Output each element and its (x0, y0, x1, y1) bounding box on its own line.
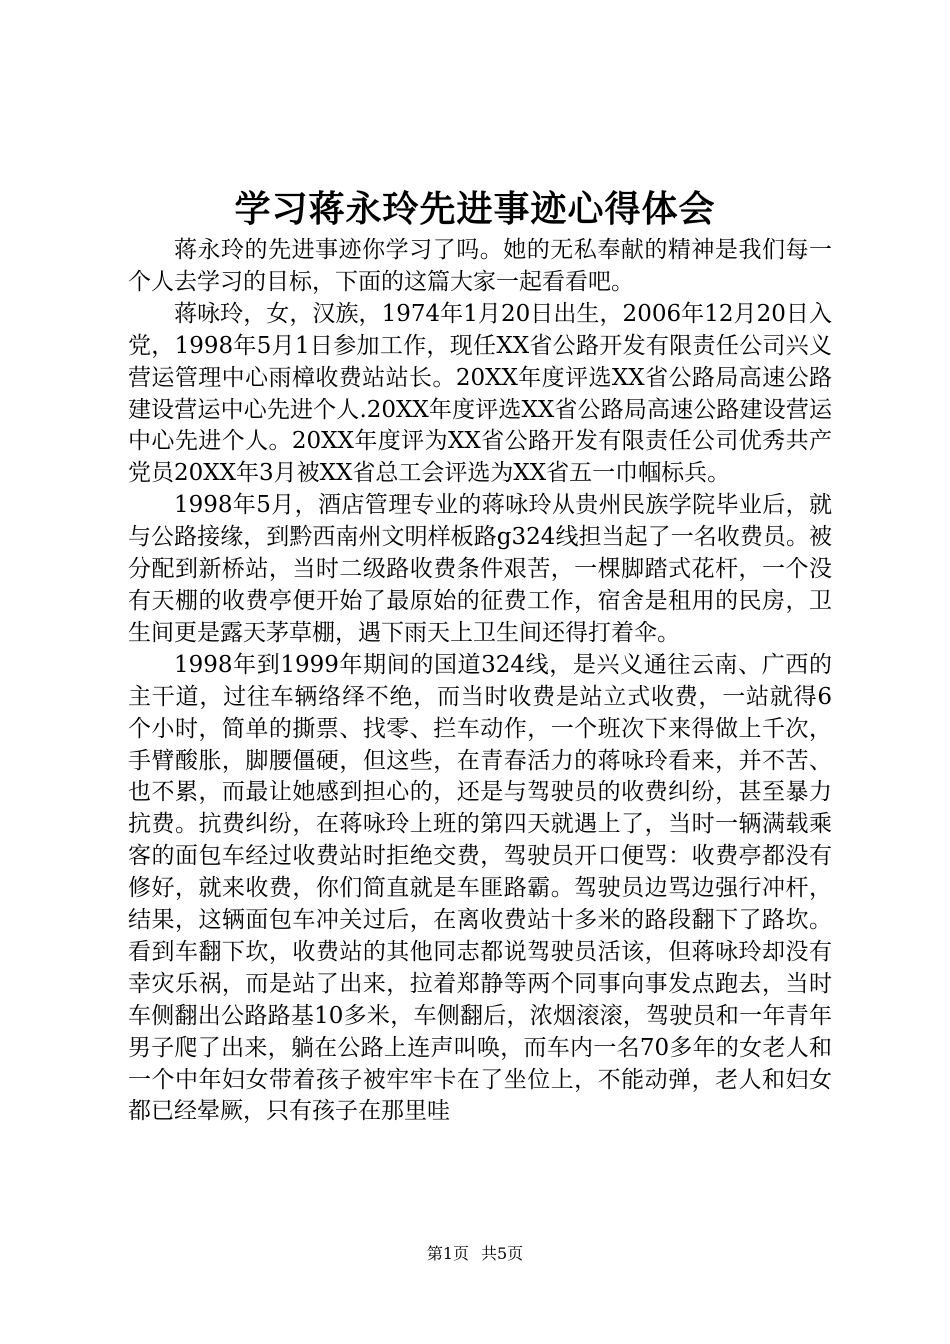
paragraph: 蒋永玲的先进事迹你学习了吗。她的无私奉献的精神是我们每一个人去学习的目标，下面的这篇大家一起看看吧。 (128, 237, 832, 295)
paragraph: 1998年5月，酒店管理专业的蒋咏玲从贵州民族学院毕业后，就与公路接缘，到黔西南州文明样板路g324线担当起了一名收费员。被分配到新桥站，当时二级路收费条件艰苦，一棵脚踏式花杆，一个没有天棚的收费亭便开始了最原始的征费工作，宿舍是租用的民房，卫生间更是露天茅草棚，遇下雨天上卫生间还得打着伞。 (128, 492, 832, 646)
document-title: 学习蒋永玲先进事迹心得体会 (234, 188, 716, 230)
paragraph: 蒋咏玲，女，汉族，1974年1月20日出生，2006年12月20日入党，1998年5月1日参加工作，现任XX省公路开发有限责任公司兴义营运管理中心雨樟收费站站长。20XX年度评选XX省公路局高速公路建设营运中心先进个人.20XX年度评选XX省公路局高速公路建设营运中心先进个人。20XX年度评为XX省公路开发有限责任公司优秀共产党员20XX年3月被XX省总工会评选为XX省五一巾帼标兵。 (128, 300, 832, 487)
document-body (128, 235, 832, 1128)
page-footer (0, 1243, 950, 1265)
page-number: 第1页 (426, 1244, 469, 1263)
page-total: 共5页 (481, 1244, 524, 1263)
paragraph: 1998年到1999年期间的国道324线，是兴义通往云南、广西的主干道，过往车辆络绎不绝，而当时收费是站立式收费，一站就得6个小时，简单的撕票、找零、拦车动作，一个班次下来得做上千次，手臂酸胀，脚腰僵硬，但这些，在青春活力的蒋咏玲看来，并不苦、也不累，而最让她感到担心的，还是与驾驶员的收费纠纷，甚至暴力抗费。抗费纠纷，在蒋咏玲上班的第四天就遇上了，当时一辆满载乘客的面包车经过收费站时拒绝交费，驾驶员开口便骂：收费亭都没有修好，就来收费，你们简直就是车匪路霸。驾驶员边骂边强行冲杆，结果，这辆面包车冲关过后，在离收费站十多米的路段翻下了路坎。看到车翻下坎，收费站的其他同志都说驾驶员活该，但蒋咏玲却没有幸灾乐祸，而是站了出来，拉着郑静等两个同事向事发点跑去，当时车侧翻出公路路基10多米，车侧翻后，浓烟滚滚，驾驶员和一年青年男子爬了出来，躺在公路上连声叫唤，而车内一名70多年的女老人和一个中年妇女带着孩子被牢牢卡在了坐位上，不能动弹，老人和妇女都已经晕厥，只有孩子在那里哇 (128, 651, 832, 1125)
